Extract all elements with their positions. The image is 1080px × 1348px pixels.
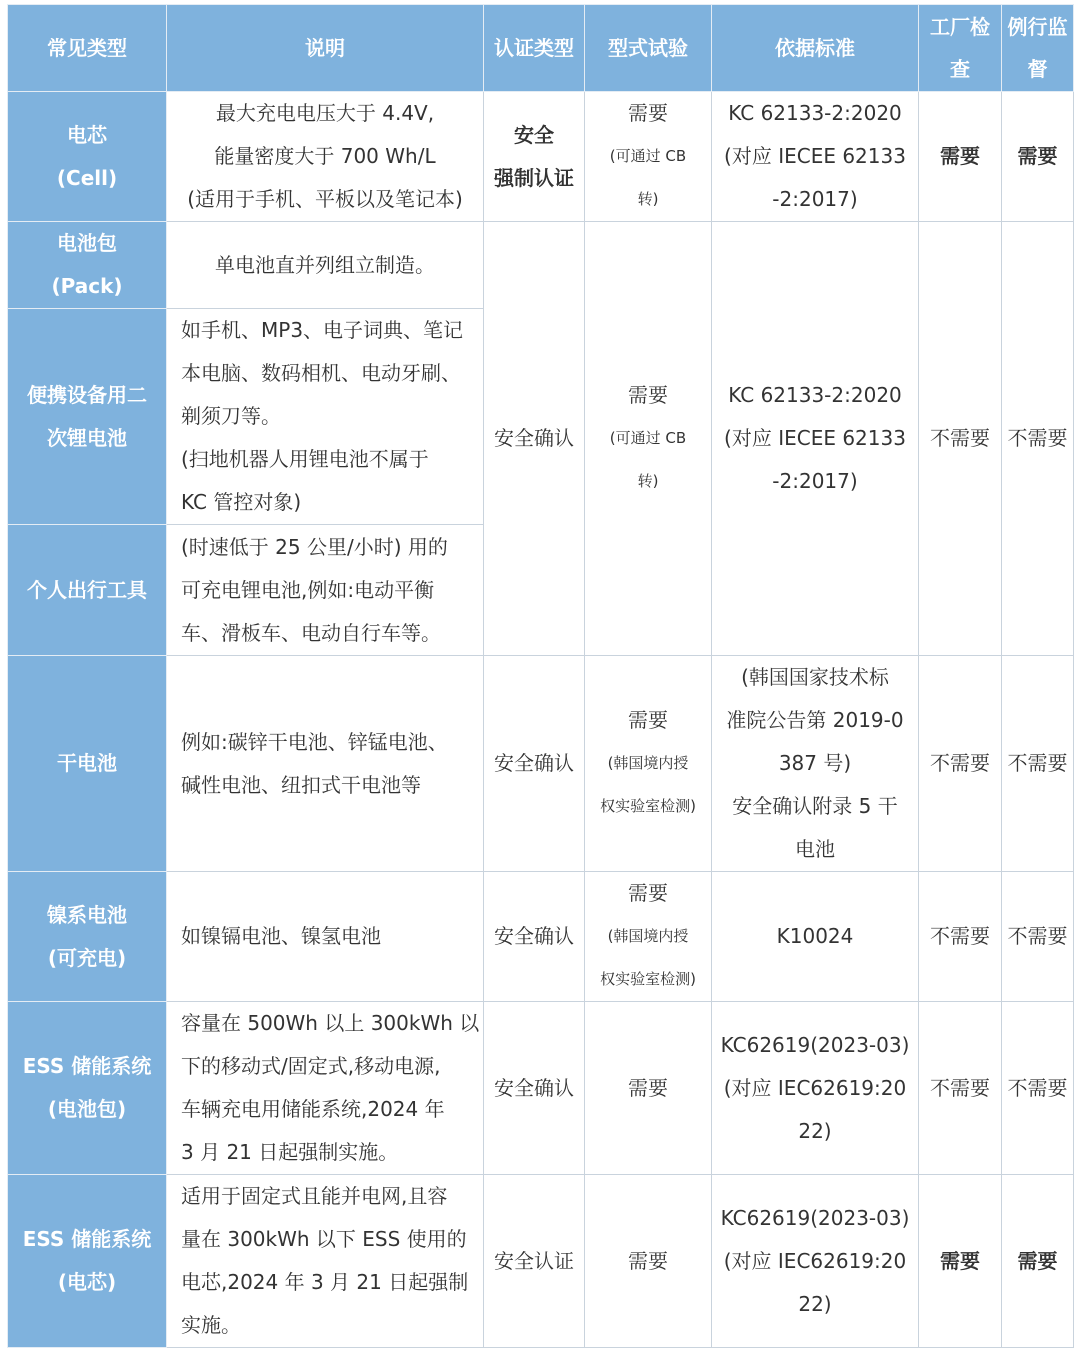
category-cell-line1: 电芯 (67, 122, 107, 147)
category-portable-line2: 次锂电池 (47, 425, 127, 450)
standard-ess-pack-line1: KC62619(2023-03) (720, 1032, 910, 1057)
category-dry-line1: 干电池 (57, 751, 117, 775)
category-ess-cell (8, 1175, 167, 1348)
standard-shared-line1: KC 62133-2:2020 (728, 383, 902, 407)
standard-ess-pack-line3: 22) (798, 1118, 832, 1143)
cert-type-ess-pack: 安全确认 (484, 1002, 585, 1175)
standard-cell-line1: KC 62133-2:2020 (728, 101, 902, 125)
description-ess-pack-line3: 车辆充电用储能系统,2024 年 (181, 1097, 445, 1121)
standard-ess-cell-line1: KC62619(2023-03) (720, 1205, 910, 1230)
standard-cell (712, 92, 919, 222)
routine-dry: 不需要 (1002, 656, 1074, 872)
type-test-ess-cell: 需要 (585, 1175, 712, 1348)
category-nickel-line2: (可充电) (47, 945, 127, 970)
routine-nickel: 不需要 (1002, 872, 1074, 1002)
category-mobility-line1: 个人出行工具 (27, 577, 147, 602)
category-pack-line2: (Pack) (51, 274, 123, 298)
description-nickel-line1: 如镍镉电池、镍氢电池 (181, 924, 381, 948)
routine-shared: 不需要 (1002, 222, 1074, 656)
description-ess-cell-line1: 适用于固定式且能并电网,且容 (181, 1184, 448, 1208)
header-description: 说明 (167, 5, 484, 92)
description-mobility (167, 525, 484, 656)
standard-dry (712, 656, 919, 872)
description-cell-line3: (适用于手机、平板以及笔记本) (187, 187, 463, 211)
type-test-nickel-line1: 需要 (628, 881, 668, 905)
category-ess-pack-line2: (电池包) (47, 1097, 127, 1121)
header-cert-type: 认证类型 (484, 5, 585, 92)
factory-ess-cell: 需要 (919, 1175, 1002, 1348)
description-cell-line1: 最大充电电压大于 4.4V, (215, 101, 435, 125)
type-test-shared-line3: 转) (637, 472, 659, 490)
standard-ess-pack (712, 1002, 919, 1175)
description-ess-pack-line2: 下的移动式/固定式,移动电源, (181, 1054, 441, 1078)
routine-ess-cell: 需要 (1002, 1175, 1074, 1348)
standard-dry-line2: 准院公告第 2019-0 (726, 708, 904, 732)
category-ess-pack (8, 1002, 167, 1175)
header-type-test: 型式试验 (585, 5, 712, 92)
description-ess-pack-line1: 容量在 500Wh 以上 300kWh 以 (181, 1011, 480, 1035)
standard-shared-line3: -2:2017) (772, 469, 858, 493)
description-dry-line2: 碱性电池、纽扣式干电池等 (181, 772, 421, 797)
description-mobility-line1: (时速低于 25 公里/小时) 用的 (181, 534, 448, 559)
header-routine-supervision (1002, 5, 1074, 92)
type-test-nickel-line2: (韩国境内授 (607, 927, 689, 945)
description-cell-line2: 能量密度大于 700 Wh/L (214, 144, 436, 168)
category-portable-line1: 便携设备用二 (27, 382, 147, 407)
table-row-pack (8, 222, 1074, 309)
standard-cell-line2: (对应 IECEE 62133 (724, 144, 906, 168)
table-row-ess-cell (8, 1175, 1074, 1348)
standard-dry-line4: 安全确认附录 5 干 (732, 794, 898, 818)
table-row-nickel (8, 872, 1074, 1002)
type-test-dry-line2: (韩国境内授 (607, 754, 689, 772)
type-test-cell-line1: 需要 (628, 101, 668, 125)
category-nickel (8, 872, 167, 1002)
type-test-ess-pack: 需要 (585, 1002, 712, 1175)
type-test-dry (585, 656, 712, 872)
standard-dry-line3: 387 号) (778, 751, 852, 775)
standard-dry-line1: (韩国国家技术标 (741, 665, 889, 689)
description-ess-cell-line4: 实施。 (181, 1313, 241, 1337)
type-test-dry-line1: 需要 (628, 708, 668, 732)
description-ess-pack-line4: 3 月 21 日起强制实施。 (181, 1140, 399, 1164)
factory-nickel: 不需要 (919, 872, 1002, 1002)
description-pack-line1: 单电池直并列组立制造。 (215, 252, 435, 277)
standard-shared-line2: (对应 IECEE 62133 (724, 426, 906, 450)
type-test-nickel-line3: 权实验室检测) (600, 970, 696, 988)
routine-ess-pack: 不需要 (1002, 1002, 1074, 1175)
category-portable (8, 309, 167, 525)
category-ess-pack-line1: ESS 储能系统 (22, 1054, 152, 1078)
header-row (8, 5, 1074, 92)
description-nickel (167, 872, 484, 1002)
cert-type-cell-line1: 安全 (514, 122, 554, 147)
header-factory-line1: 工厂检 (930, 15, 990, 39)
description-mobility-line2: 可充电锂电池,例如:电动平衡 (181, 577, 435, 602)
cert-type-nickel: 安全确认 (484, 872, 585, 1002)
cert-type-dry: 安全确认 (484, 656, 585, 872)
description-portable-line2: 本电脑、数码相机、电动牙刷、 (181, 361, 461, 385)
header-factory-line2: 查 (950, 57, 970, 81)
description-dry (167, 656, 484, 872)
table-row-dry (8, 656, 1074, 872)
type-test-shared-line2: (可通过 CB (609, 429, 687, 447)
standard-ess-cell-line3: 22) (798, 1291, 832, 1316)
table-row-ess-pack (8, 1002, 1074, 1175)
description-portable-line3: 剃须刀等。 (181, 404, 281, 428)
routine-cell: 需要 (1002, 92, 1074, 222)
category-nickel-line1: 镍系电池 (47, 902, 127, 927)
description-ess-pack (167, 1002, 484, 1175)
category-cell-line2: (Cell) (56, 165, 118, 190)
header-routine-line1: 例行监 (1007, 15, 1068, 39)
category-mobility (8, 525, 167, 656)
cert-type-ess-cell: 安全认证 (484, 1175, 585, 1348)
factory-dry: 不需要 (919, 656, 1002, 872)
factory-cell: 需要 (919, 92, 1002, 222)
category-pack (8, 222, 167, 309)
category-pack-line1: 电池包 (57, 231, 117, 255)
factory-ess-pack: 不需要 (919, 1002, 1002, 1175)
description-ess-cell (167, 1175, 484, 1348)
standard-dry-line5: 电池 (795, 837, 835, 861)
description-cell (167, 92, 484, 222)
standard-ess-cell (712, 1175, 919, 1348)
description-portable-line5: KC 管控对象) (181, 490, 302, 514)
standard-nickel: K10024 (712, 872, 919, 1002)
description-portable (167, 309, 484, 525)
category-ess-cell-line1: ESS 储能系统 (22, 1227, 152, 1251)
category-dry (8, 656, 167, 872)
type-test-nickel (585, 872, 712, 1002)
table-row-cell (8, 92, 1074, 222)
certification-table (7, 4, 1074, 1348)
description-ess-cell-line2: 量在 300kWh 以下 ESS 使用的 (181, 1227, 467, 1251)
category-cell (8, 92, 167, 222)
type-test-shared (585, 222, 712, 656)
type-test-cell (585, 92, 712, 222)
description-portable-line1: 如手机、MP3、电子词典、笔记 (181, 318, 464, 342)
description-dry-line1: 例如:碳锌干电池、锌锰电池、 (181, 729, 448, 754)
cert-type-shared: 安全确认 (484, 222, 585, 656)
type-test-shared-line1: 需要 (628, 383, 668, 407)
standard-ess-cell-line2: (对应 IEC62619:20 (723, 1248, 907, 1273)
cert-type-cell (484, 92, 585, 222)
standard-cell-line3: -2:2017) (772, 187, 858, 211)
factory-shared: 不需要 (919, 222, 1002, 656)
type-test-cell-line2: (可通过 CB (609, 147, 687, 165)
header-routine-line2: 督 (1027, 57, 1048, 81)
category-ess-cell-line2: (电芯) (57, 1270, 117, 1294)
description-pack (167, 222, 484, 309)
cert-type-cell-line2: 强制认证 (494, 165, 574, 190)
description-ess-cell-line3: 电芯,2024 年 3 月 21 日起强制 (181, 1270, 469, 1294)
header-standard: 依据标准 (712, 5, 919, 92)
header-factory-inspection (919, 5, 1002, 92)
type-test-cell-line3: 转) (637, 190, 659, 208)
description-mobility-line3: 车、滑板车、电动自行车等。 (181, 620, 441, 645)
header-type: 常见类型 (8, 5, 167, 92)
standard-shared (712, 222, 919, 656)
standard-ess-pack-line2: (对应 IEC62619:20 (723, 1075, 907, 1100)
type-test-dry-line3: 权实验室检测) (600, 797, 696, 815)
description-portable-line4: (扫地机器人用锂电池不属于 (181, 447, 429, 471)
